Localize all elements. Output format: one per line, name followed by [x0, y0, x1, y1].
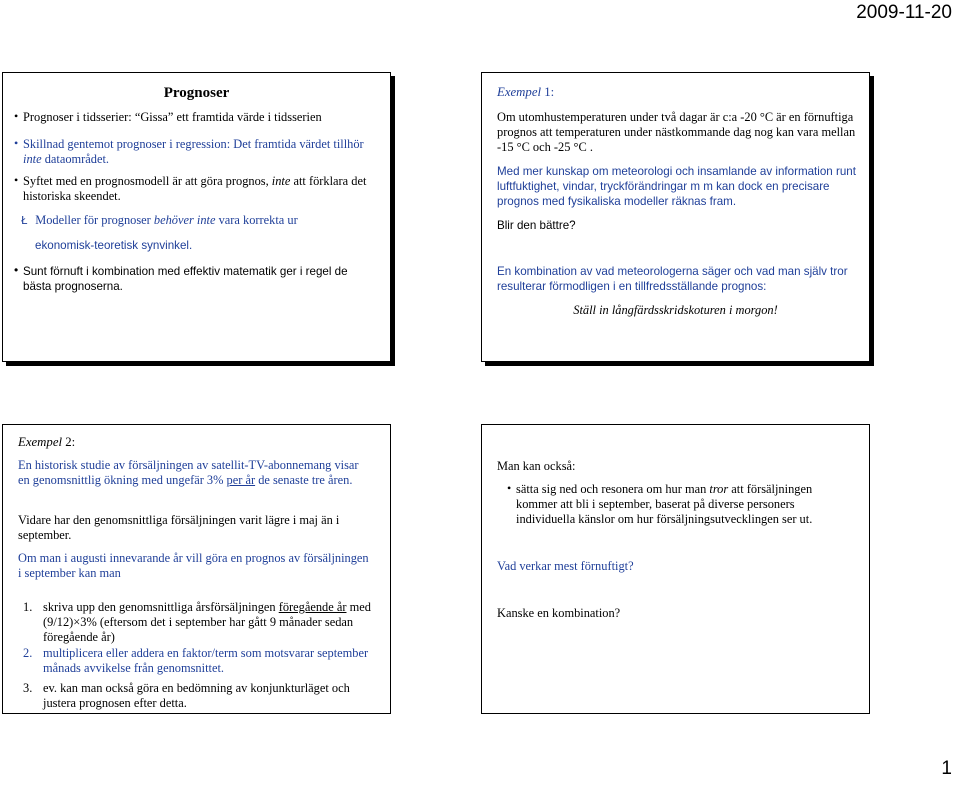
bullet-1-text-a: sätta sig ned och resonera om hur man: [516, 482, 710, 496]
list-item-1: [23, 600, 373, 645]
page-date: 2009-11-20: [856, 2, 952, 23]
bullet-3-text-b: att förklara det historiska skeendet.: [23, 174, 367, 203]
bullet-2: [23, 137, 378, 167]
paragraph-1: Man kan också:: [497, 459, 576, 473]
slide-prognoser: [2, 72, 391, 362]
paragraph-3: Kanske en kombination?: [497, 606, 621, 620]
bullet-4-text-b: vara korrekta ur: [215, 213, 298, 227]
list-item-2-text: multiplicera eller addera en faktor/term som motsvarar september månads avvikelse från genomsnittet.: [43, 646, 369, 675]
list-item-1-text-a: skriva upp den genomsnittliga årsförsäljningen: [43, 600, 279, 614]
bullet-1: [23, 110, 383, 125]
example-label-number: 2:: [62, 435, 76, 449]
slide-exempel-2: [2, 424, 391, 714]
paragraph-4: En kombination av vad meteorologerna säger och vad man själv tror resulterar förmodligen i en tillfredsställande prognos:: [497, 265, 848, 293]
example-label-italic: Exempel: [18, 435, 63, 449]
list-item-3: [23, 681, 373, 711]
example-label-italic: Exempel: [497, 85, 542, 99]
bullet-4-text-a: Modeller för prognoser: [35, 213, 154, 227]
bullet-5-text: Sunt förnuft i kombination med effektiv matematik ger i regel de bästa prognoserna.: [23, 265, 348, 293]
list-item-1-underline: föregående år: [278, 600, 347, 614]
example-label: [18, 435, 75, 450]
bullet-1-text: Prognoser i tidsserier: “Gissa” ett framtida värde i tidsserien: [23, 110, 322, 124]
bullet-4-italic: behöver inte: [153, 213, 216, 227]
paragraph-1-underline: per år: [226, 473, 256, 487]
list-number: 3.: [23, 681, 33, 695]
page-number: 1: [941, 758, 952, 779]
bullet-4-continuation: ekonomisk-teoretisk synvinkel.: [35, 239, 193, 252]
bullet-5: [23, 264, 378, 294]
bullet-3-italic: inte: [271, 174, 291, 188]
slide-exempel-1: [481, 72, 870, 362]
paragraph-5: [482, 303, 869, 318]
paragraph-3: Om man i augusti innevarande år vill göra en prognos av försäljningen i september kan man: [18, 551, 369, 580]
list-number: 2.: [23, 646, 33, 660]
bullet-3-text-a: Syftet med en prognosmodell är att göra prognos,: [23, 174, 272, 188]
list-item-1-text: [43, 600, 373, 645]
bullet-2-text-b: dataområdet.: [41, 152, 110, 166]
paragraph-1: Om utomhustemperaturen under två dagar är c:a -20 °C är en förnuftiga prognos att temperaturen under nästkommande dag nog kan vara mellan -15 °C och -25 °C .: [497, 110, 856, 154]
example-label: [497, 85, 554, 100]
paragraph-3: Blir den bättre?: [497, 219, 576, 232]
paragraph-1-text-a: En historisk studie av försäljningen av satellit-TV-abonnemang visar en genomsnittlig ökning med ungefär 3%: [18, 458, 359, 487]
sub-bullet-icon: Ł: [21, 214, 28, 227]
bullet-1-italic: tror: [709, 482, 729, 496]
bullet-1-text-b: att försäljningen kommer att bli i september, baserat på diverse personers individuella känslor om hur försäljningsutvecklingen ser ut.: [516, 482, 813, 526]
paragraph-2: Vad verkar mest förnuftigt?: [497, 559, 634, 573]
bullet-2-italic: inte: [23, 152, 42, 166]
list-item-3-text: ev. kan man också göra en bedömning av konjunkturläget och justera prognosen efter detta.: [43, 681, 350, 710]
bullet-1: [516, 482, 856, 527]
bullet-4: [21, 213, 381, 228]
list-item-1-text-b: med (9/12)×3% (eftersom det i september har gått 9 månader sedan föregående år): [43, 600, 371, 644]
bullet-3: [23, 174, 378, 204]
list-number: 1.: [23, 600, 33, 614]
paragraph-2: Med mer kunskap om meteorologi och insamlande av information runt luftfuktighet, vindar, tryckförändringar m m kan dock en precisare prognos med fysikaliska modeller räknas fram.: [497, 165, 856, 208]
paragraph-5-italic: Ställ in långfärdsskridskoturen i morgon!: [573, 303, 778, 317]
list-item-2: [23, 646, 373, 676]
bullet-2-text-a: Skillnad gentemot prognoser i regression: Det framtida värdet tillhör: [23, 137, 364, 151]
slide-title: Prognoser: [163, 85, 230, 101]
example-label-number: 1:: [541, 85, 555, 99]
slide-man-kan-ocksa: [481, 424, 870, 714]
paragraph-1-text-b: de senaste tre åren.: [255, 473, 353, 487]
paragraph-1: [18, 458, 373, 488]
paragraph-2: Vidare har den genomsnittliga försäljningen varit lägre i maj än i september.: [18, 513, 340, 542]
